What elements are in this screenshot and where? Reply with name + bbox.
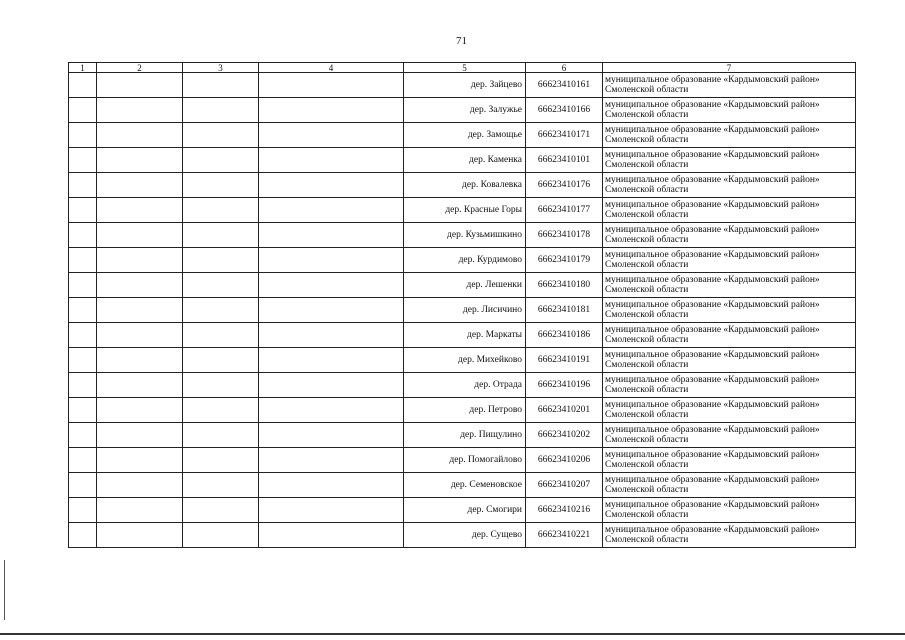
table-row — [69, 98, 856, 123]
municipality-cell — [603, 223, 856, 248]
empty-cell — [97, 473, 183, 498]
empty-cell — [97, 348, 183, 373]
municipality-line-2: Смоленской области — [605, 385, 689, 395]
municipality-cell — [603, 173, 856, 198]
empty-cell — [97, 323, 183, 348]
empty-cell — [97, 498, 183, 523]
empty-cell — [69, 73, 97, 98]
oktmo-code-cell: 66623410178 — [526, 223, 603, 248]
empty-cell — [183, 248, 259, 273]
column-header: 5 — [404, 63, 526, 73]
table-row — [69, 498, 856, 523]
municipality-cell — [603, 298, 856, 323]
empty-cell — [69, 223, 97, 248]
table-row — [69, 398, 856, 423]
empty-cell — [97, 148, 183, 173]
municipality-line-2: Смоленской области — [605, 160, 689, 170]
municipality-line-1: муниципальное образование «Кардымовский район» — [605, 75, 820, 85]
empty-cell — [259, 298, 404, 323]
oktmo-code-cell: 66623410171 — [526, 123, 603, 148]
column-header: 3 — [183, 63, 259, 73]
empty-cell — [259, 348, 404, 373]
page-bottom-rule — [0, 633, 905, 635]
empty-cell — [183, 523, 259, 548]
table-row — [69, 248, 856, 273]
municipality-line-2: Смоленской области — [605, 185, 689, 195]
municipality-cell — [603, 523, 856, 548]
table-row — [69, 323, 856, 348]
municipality-cell — [603, 323, 856, 348]
page-number: 71 — [456, 35, 467, 47]
empty-cell — [259, 523, 404, 548]
column-header: 2 — [97, 63, 183, 73]
municipality-cell — [603, 498, 856, 523]
table-row — [69, 223, 856, 248]
municipality-line-2: Смоленской области — [605, 335, 689, 345]
municipality-line-1: муниципальное образование «Кардымовский район» — [605, 225, 820, 235]
empty-cell — [183, 173, 259, 198]
empty-cell — [183, 373, 259, 398]
settlement-name-cell: дер. Курдимово — [404, 248, 526, 273]
empty-cell — [69, 248, 97, 273]
oktmo-code-cell: 66623410191 — [526, 348, 603, 373]
oktmo-code-cell: 66623410207 — [526, 473, 603, 498]
settlement-name-cell: дер. Михейково — [404, 348, 526, 373]
municipality-line-1: муниципальное образование «Кардымовский район» — [605, 175, 820, 185]
settlement-name-cell: дер. Зайцево — [404, 73, 526, 98]
municipality-cell — [603, 373, 856, 398]
column-header: 6 — [526, 63, 603, 73]
municipality-line-2: Смоленской области — [605, 410, 689, 420]
municipality-cell — [603, 98, 856, 123]
empty-cell — [183, 348, 259, 373]
municipality-line-1: муниципальное образование «Кардымовский район» — [605, 500, 820, 510]
empty-cell — [69, 98, 97, 123]
settlement-name-cell: дер. Лешенки — [404, 273, 526, 298]
municipality-cell — [603, 448, 856, 473]
empty-cell — [259, 148, 404, 173]
municipality-cell — [603, 123, 856, 148]
municipality-line-1: муниципальное образование «Кардымовский район» — [605, 150, 820, 160]
empty-cell — [259, 173, 404, 198]
oktmo-code-cell: 66623410101 — [526, 148, 603, 173]
settlement-name-cell: дер. Смогири — [404, 498, 526, 523]
oktmo-code-cell: 66623410179 — [526, 248, 603, 273]
empty-cell — [69, 373, 97, 398]
empty-cell — [183, 123, 259, 148]
empty-cell — [183, 148, 259, 173]
empty-cell — [183, 323, 259, 348]
municipality-line-2: Смоленской области — [605, 235, 689, 245]
municipality-cell — [603, 398, 856, 423]
empty-cell — [259, 98, 404, 123]
empty-cell — [259, 423, 404, 448]
table-row — [69, 298, 856, 323]
municipality-line-1: муниципальное образование «Кардымовский район» — [605, 300, 820, 310]
column-header: 1 — [69, 63, 97, 73]
empty-cell — [183, 198, 259, 223]
table-row — [69, 423, 856, 448]
table-row — [69, 473, 856, 498]
empty-cell — [69, 148, 97, 173]
scan-margin-mark — [4, 560, 5, 620]
empty-cell — [183, 473, 259, 498]
empty-cell — [183, 398, 259, 423]
municipality-line-1: муниципальное образование «Кардымовский район» — [605, 350, 820, 360]
settlement-name-cell: дер. Залужье — [404, 98, 526, 123]
table-row — [69, 448, 856, 473]
municipality-cell — [603, 348, 856, 373]
empty-cell — [69, 348, 97, 373]
oktmo-code-cell: 66623410216 — [526, 498, 603, 523]
empty-cell — [259, 248, 404, 273]
empty-cell — [69, 123, 97, 148]
municipality-cell — [603, 73, 856, 98]
empty-cell — [69, 448, 97, 473]
municipality-line-2: Смоленской области — [605, 210, 689, 220]
oktmo-code-cell: 66623410196 — [526, 373, 603, 398]
municipality-line-2: Смоленской области — [605, 135, 689, 145]
empty-cell — [97, 73, 183, 98]
table-row — [69, 198, 856, 223]
settlement-name-cell: дер. Сущево — [404, 523, 526, 548]
municipality-cell — [603, 273, 856, 298]
settlements-table — [68, 62, 856, 548]
municipality-line-2: Смоленской области — [605, 260, 689, 270]
empty-cell — [183, 448, 259, 473]
municipality-line-1: муниципальное образование «Кардымовский район» — [605, 525, 820, 535]
settlement-name-cell: дер. Семеновское — [404, 473, 526, 498]
empty-cell — [97, 98, 183, 123]
empty-cell — [69, 398, 97, 423]
empty-cell — [97, 523, 183, 548]
empty-cell — [97, 123, 183, 148]
municipality-line-2: Смоленской области — [605, 485, 689, 495]
municipality-line-1: муниципальное образование «Кардымовский район» — [605, 475, 820, 485]
table-header-row — [69, 63, 856, 73]
municipality-line-1: муниципальное образование «Кардымовский район» — [605, 100, 820, 110]
empty-cell — [69, 273, 97, 298]
municipality-line-1: муниципальное образование «Кардымовский район» — [605, 125, 820, 135]
settlement-name-cell: дер. Ковалевка — [404, 173, 526, 198]
oktmo-code-cell: 66623410221 — [526, 523, 603, 548]
oktmo-code-cell: 66623410186 — [526, 323, 603, 348]
empty-cell — [97, 223, 183, 248]
table-row — [69, 523, 856, 548]
empty-cell — [183, 98, 259, 123]
municipality-cell — [603, 148, 856, 173]
settlement-name-cell: дер. Пищулино — [404, 423, 526, 448]
settlement-name-cell: дер. Помогайлово — [404, 448, 526, 473]
empty-cell — [69, 298, 97, 323]
empty-cell — [69, 198, 97, 223]
empty-cell — [259, 198, 404, 223]
empty-cell — [69, 423, 97, 448]
municipality-line-1: муниципальное образование «Кардымовский район» — [605, 325, 820, 335]
oktmo-code-cell: 66623410166 — [526, 98, 603, 123]
oktmo-code-cell: 66623410161 — [526, 73, 603, 98]
municipality-line-2: Смоленской области — [605, 535, 689, 545]
municipality-line-2: Смоленской области — [605, 85, 689, 95]
empty-cell — [97, 398, 183, 423]
municipality-line-1: муниципальное образование «Кардымовский район» — [605, 275, 820, 285]
empty-cell — [183, 73, 259, 98]
municipality-cell — [603, 248, 856, 273]
municipality-cell — [603, 423, 856, 448]
empty-cell — [259, 498, 404, 523]
empty-cell — [259, 73, 404, 98]
table-row — [69, 348, 856, 373]
municipality-line-1: муниципальное образование «Кардымовский район» — [605, 425, 820, 435]
empty-cell — [97, 198, 183, 223]
settlement-name-cell: дер. Петрово — [404, 398, 526, 423]
empty-cell — [259, 223, 404, 248]
municipality-line-2: Смоленской области — [605, 360, 689, 370]
empty-cell — [259, 373, 404, 398]
oktmo-code-cell: 66623410206 — [526, 448, 603, 473]
empty-cell — [97, 373, 183, 398]
empty-cell — [183, 298, 259, 323]
empty-cell — [259, 448, 404, 473]
empty-cell — [259, 273, 404, 298]
municipality-line-2: Смоленской области — [605, 310, 689, 320]
empty-cell — [69, 173, 97, 198]
municipality-line-2: Смоленской области — [605, 460, 689, 470]
municipality-cell — [603, 473, 856, 498]
empty-cell — [69, 523, 97, 548]
empty-cell — [183, 498, 259, 523]
settlement-name-cell: дер. Замощье — [404, 123, 526, 148]
oktmo-code-cell: 66623410202 — [526, 423, 603, 448]
oktmo-code-cell: 66623410177 — [526, 198, 603, 223]
settlement-name-cell: дер. Каменка — [404, 148, 526, 173]
municipality-line-2: Смоленской области — [605, 285, 689, 295]
table-row — [69, 373, 856, 398]
municipality-line-1: муниципальное образование «Кардымовский район» — [605, 450, 820, 460]
municipality-line-1: муниципальное образование «Кардымовский район» — [605, 200, 820, 210]
empty-cell — [183, 273, 259, 298]
settlement-name-cell: дер. Красные Горы — [404, 198, 526, 223]
empty-cell — [69, 498, 97, 523]
oktmo-code-cell: 66623410181 — [526, 298, 603, 323]
empty-cell — [259, 398, 404, 423]
empty-cell — [97, 448, 183, 473]
empty-cell — [259, 473, 404, 498]
oktmo-code-cell: 66623410180 — [526, 273, 603, 298]
empty-cell — [69, 473, 97, 498]
oktmo-code-cell: 66623410176 — [526, 173, 603, 198]
empty-cell — [97, 173, 183, 198]
oktmo-code-cell: 66623410201 — [526, 398, 603, 423]
settlement-name-cell: дер. Маркаты — [404, 323, 526, 348]
municipality-line-2: Смоленской области — [605, 110, 689, 120]
empty-cell — [69, 323, 97, 348]
table-row — [69, 73, 856, 98]
municipality-cell — [603, 198, 856, 223]
settlement-name-cell: дер. Отрада — [404, 373, 526, 398]
municipality-line-1: муниципальное образование «Кардымовский район» — [605, 400, 820, 410]
settlement-name-cell: дер. Кузьмишкино — [404, 223, 526, 248]
empty-cell — [183, 423, 259, 448]
empty-cell — [259, 123, 404, 148]
column-header: 7 — [603, 63, 856, 73]
empty-cell — [97, 248, 183, 273]
municipality-line-1: муниципальное образование «Кардымовский район» — [605, 250, 820, 260]
empty-cell — [97, 298, 183, 323]
empty-cell — [97, 273, 183, 298]
municipality-line-1: муниципальное образование «Кардымовский район» — [605, 375, 820, 385]
empty-cell — [97, 423, 183, 448]
municipality-line-2: Смоленской области — [605, 510, 689, 520]
municipality-line-2: Смоленской области — [605, 435, 689, 445]
column-header: 4 — [259, 63, 404, 73]
settlement-name-cell: дер. Лисичино — [404, 298, 526, 323]
empty-cell — [183, 223, 259, 248]
table-row — [69, 173, 856, 198]
empty-cell — [259, 323, 404, 348]
table-row — [69, 273, 856, 298]
table-row — [69, 148, 856, 173]
table-row — [69, 123, 856, 148]
